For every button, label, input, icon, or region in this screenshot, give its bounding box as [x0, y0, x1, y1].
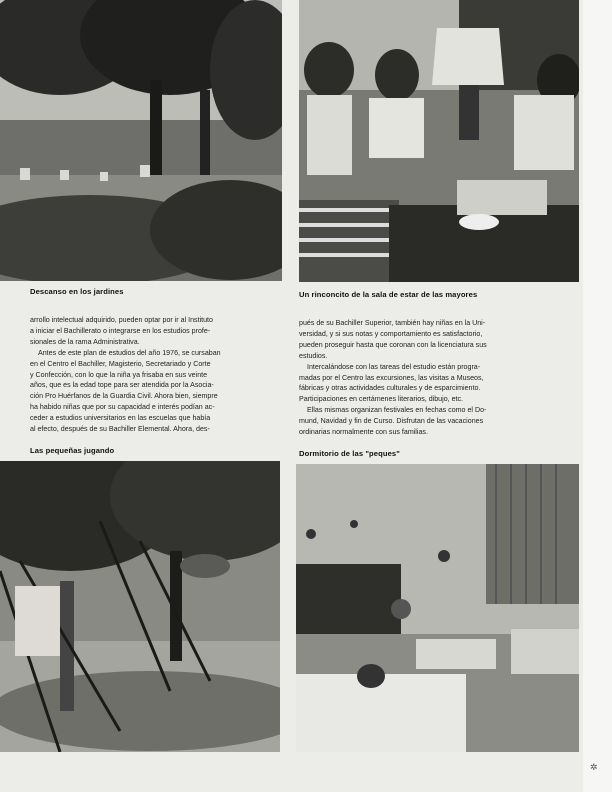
living-room-photo — [299, 0, 579, 282]
text-line: madas por el Centro las excursiones, las visitas a Museos, — [299, 373, 484, 382]
text-line: al efecto, después de su Bachiller Elemental. Ahora, des- — [30, 425, 210, 434]
gardens-photo — [0, 0, 282, 281]
text-line: ordinarias normalmente con sus familias. — [299, 428, 428, 437]
text-line: versidad, y si sus notas y comportamiento es satisfactorio, — [299, 329, 483, 338]
dormitory-photo — [296, 464, 579, 752]
text-line: arrollo intelectual adquirido, pueden optar por ir al Instituto — [30, 316, 213, 324]
text-line: a iniciar el Bachillerato o integrarse en los estudios profe- — [30, 326, 211, 335]
text-line: ha habido niñas que por su capacidad e interés podían ac- — [30, 403, 215, 412]
text-line: pués de su Bachiller Superior, también hay niñas en la Uni- — [299, 319, 486, 327]
text-line: Intercalándose con las tareas del estudio están progra- — [307, 362, 481, 371]
dormitory-caption: Dormitorio de las "peques" — [299, 449, 400, 458]
text-line: y Confección, con lo que la niña ya frisaba en sus veinte — [30, 370, 208, 379]
text-line: Ellas mismas organizan festivales en fechas como el Do- — [307, 406, 487, 415]
page-edge — [583, 0, 612, 792]
text-line: mund, Navidad y fin de Curso. Disfrutan de las vacaciones — [299, 417, 484, 426]
gardens-caption: Descanso en los jardines — [30, 287, 124, 296]
little-ones-caption: Las pequeñas jugando — [30, 446, 115, 455]
left-text-column — [30, 315, 272, 435]
text-line: ción Pro Huérfanos de la Guardia Civil. Ahora bien, siempre — [30, 392, 218, 401]
text-line: estudios. — [299, 351, 328, 360]
text-line: en el Centro el Bachiller, Magisterio, Secretariado y Corte — [30, 359, 211, 368]
living-room-caption: Un rinconcito de la sala de estar de las mayores — [299, 290, 478, 299]
text-line: años, que es la edad tope para ser atendida por la Asocia- — [30, 381, 214, 390]
text-line: Antes de este plan de estudios del año 1976, se cursaban — [38, 348, 221, 357]
text-line: sionales de la rama Administrativa. — [30, 337, 140, 346]
text-line: Participaciones en certámenes literarios, dibujo, etc. — [299, 395, 464, 404]
playground-photo — [0, 461, 280, 752]
text-line: fábricas y otras actividades culturales y de esparcimiento. — [299, 384, 481, 393]
right-text-column — [299, 318, 573, 438]
text-line: ceder a estudios universitarios en las escuelas que había — [30, 414, 211, 423]
page-corner-mark: ✲ — [590, 762, 598, 772]
text-line: pueden proseguir hasta que coronan con la licenciatura sus — [299, 340, 487, 349]
